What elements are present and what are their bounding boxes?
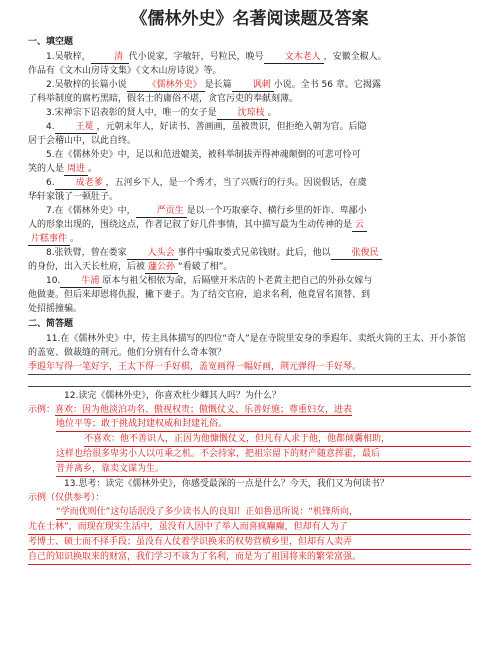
question-12: 12.读完《儒林外史》，你喜欢杜少卿其人吗？为什么？ (64, 391, 281, 401)
question-8-cont: 的身份，出入天长杜府，后被 蘧公孙 “看破了相”。 (28, 262, 233, 272)
answer-blank: 云 (352, 220, 367, 232)
question-5: 5.在《儒林外史》中，足以和范进媲美，被科举制拔弄得神魂颠倒的可悲可怜可 (46, 150, 361, 160)
question-5-cont: 笑的人是 周进 。 (28, 164, 98, 174)
question-6: 6. 成老爹 ，五河乡下人，是一个秀才，当了兴贩行的行头。因说假话，在虞 (46, 178, 367, 188)
question-1-cont: 作品有《文木山房诗文集》《文木山房诗说》等。 (28, 66, 222, 76)
answer-blank: 张俊民 (331, 248, 382, 260)
question-4-cont: 居于会稽山中，以此自终。 (28, 136, 137, 146)
answer-blank: 文木老人 (264, 52, 324, 64)
question-11: 11.在《儒林外史》中，传主具体描写的四位“奇人”是在寺院里安身的季遐年、卖纸火筒的王太、开小茶馆的盖宽、做裁缝的荆元。他们分别有什么奇本领？ (28, 334, 466, 358)
section-heading-fill-blank: 一、填空题 (28, 37, 74, 47)
answer-line: 地位平等；敢于挑战封建权威和封建礼俗。 (56, 417, 471, 432)
answer-blank: 清 (91, 52, 129, 64)
answer-blank: 牛浦 (60, 276, 102, 288)
question-10-cont: 他做妻。但后来却恩将仇报，撇下妻子。为了结交官府，追求名利，他竟冒名顶替、到 (28, 290, 371, 300)
answer-blank: 人头会 (127, 248, 178, 260)
question-7: 7.在《儒林外史》中， 严贡生 是以一个巧取豪夺、横行乡里的奸诈、卑鄙小 (46, 206, 367, 216)
question-2-cont: 了科举制度的腐朽黑暗，假名士的庸俗不堪，贪官污吏的奉献刻薄。 (28, 94, 299, 104)
question-13: 13.思考：读完《儒林外史》，你感受最深的一点是什么？今天，我们又为何读书？ (64, 479, 389, 489)
answer-blank: 讽刺 (232, 80, 274, 92)
question-10: 10. 牛浦 原本与祖父相依为命，后隔壁开米店的卜老黄主把自己的外孙女嫁与 (46, 276, 373, 286)
question-8: 8.张铁臂，曾在娄家 人头会 事件中骗取娄式兄弟钱财。此后，他以 张俊民 (28, 246, 471, 260)
answer-blank: 片糕事件 (28, 234, 70, 246)
answer-line: “学而优则仕”这句话泯没了多少读书人的良知！正如鲁迅所说：“机锋所向， (56, 505, 471, 520)
page-title: 《儒林外史》名著阅读题及答案 (130, 9, 369, 29)
question-4: 4. 王冕 ，元朝末年人，好读书、善画画，虽被贵识，但拒绝入朝为官。后隐 (46, 122, 367, 132)
question-1: 1.吴敬梓， 清 代小说家，字敏轩，号粒民，晚号 文木老人 ，安徽全椒人。 (46, 52, 387, 62)
answer-11: 季遐年写得一笔好字，王太下得一手好棋，盖宽画得一幅好画，荆元弹得一手好琴。 (28, 360, 471, 375)
answer-line: 昔并离乡，靠卖文谋为生。 (56, 462, 471, 477)
question-7-cont: 人的形象出现的，围绕这点，作者记叙了好几件事情，其中描写最为生动传神的是 云 (28, 218, 471, 232)
answer-blank: 蘧公孙 (145, 262, 178, 274)
question-2: 2.吴敬梓的长篇小说 《儒林外史》 是长篇 讽刺 小说。全书 56 章。它揭露 (46, 80, 381, 90)
section-heading-short-answer: 二、简答题 (28, 319, 74, 329)
answer-blank: 《儒林外史》 (127, 80, 205, 92)
answer-line: 尤在士林”，而现在现实生活中，虽没有人因中了举人而喜疯癫癫，但却有人为了 (28, 520, 471, 535)
answer-line: 自己的知识换取来的财富，我们学习不该为了名利，而是为了祖国将来的繁荣富强。 (28, 550, 471, 565)
question-3: 3.宋禅宗下诏表彰的贤人中，唯一的女子是 沈琼枝 。 (46, 108, 277, 118)
answer-blank: 沈琼枝 (217, 108, 268, 120)
answer-blank: 周进 (64, 164, 88, 176)
answer-13-label: 示例（仅供参考）： (28, 493, 105, 503)
answer-blank: 严贡生 (136, 206, 187, 218)
answer-12-like: 示例：喜欢：因为他淡泊功名、傲视权贵；傲慨仗义、乐善好施；尊重妇女，进表 (28, 405, 353, 415)
answer-blank: 王冕 (55, 122, 97, 134)
answer-line: 考博士、硕士而不择手段；虽没有人仗着学识换来的权势营横乡里，但却有人卖弄 (28, 535, 471, 550)
question-7-cont2: 片糕事件 。 (28, 232, 471, 246)
question-10-cont2: 处招摇撞骗。 (28, 304, 83, 314)
question-6-cont: 华轩家饿了一顿肚子。 (28, 192, 119, 202)
answer-blank: 成老爹 (55, 178, 106, 190)
answer-line: 这样也给很多卑劣小人以可乘之机。不会持家，把祖宗留下的财产随意挥霍，最后 (56, 447, 471, 462)
answer-line: 不喜欢：他不善识人，正因为他慷慨仗义，但凡有人求于他，他都倾囊相助， (84, 432, 471, 447)
answer-line (28, 375, 471, 387)
